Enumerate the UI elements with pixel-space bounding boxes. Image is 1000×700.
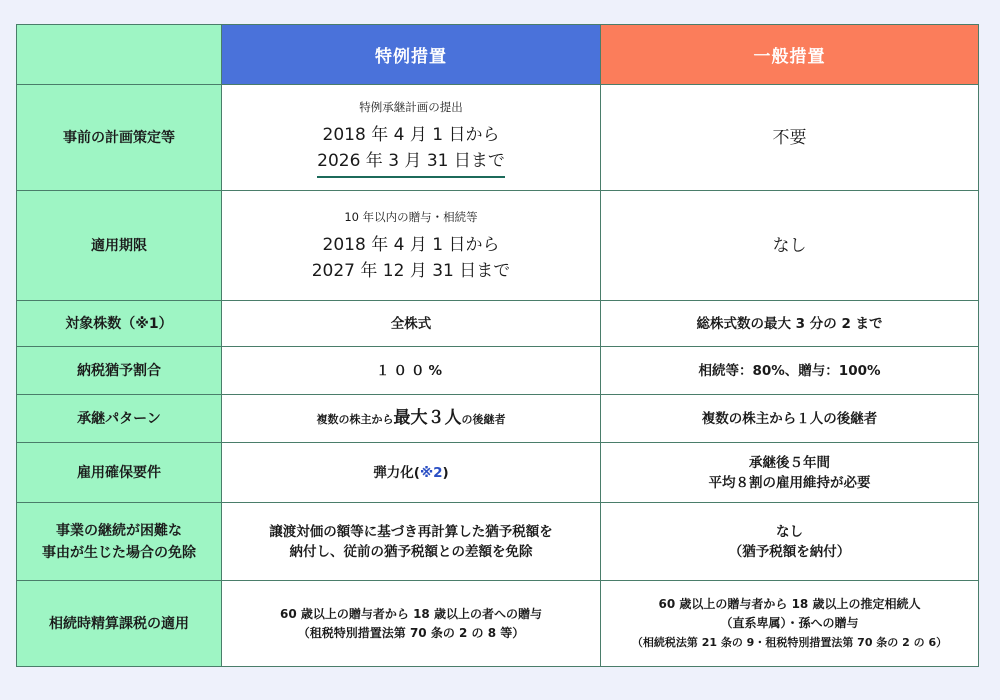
plan-special-note: 特例承継計画の提出 <box>359 99 463 114</box>
cell-shares-special: 全株式 <box>222 301 601 347</box>
cell-exemption-general <box>601 503 979 581</box>
header-general: 一般措置 <box>601 25 979 85</box>
row-label-exemption <box>17 503 222 581</box>
corner-cell <box>17 25 222 85</box>
cell-plan-special <box>222 85 601 191</box>
cell-period-general: なし <box>601 191 979 301</box>
cell-shares-general: 総株式数の最大 3 分の 2 まで <box>601 301 979 347</box>
row-label-settlement: 相続時精算課税の適用 <box>17 581 222 667</box>
row-ratio <box>17 347 979 395</box>
pattern-special-pre: 複数の株主から <box>316 412 394 426</box>
employment-special-ref: ※2 <box>419 464 443 481</box>
row-period <box>17 191 979 301</box>
employment-general-line2: 平均８割の雇用維持が必要 <box>708 474 871 491</box>
period-special-note: 10 年以内の贈与・相続等 <box>344 209 478 224</box>
exemption-general-line2: （猶予税額を納付） <box>728 543 851 560</box>
cell-pattern-general: 複数の株主から１人の後継者 <box>601 395 979 443</box>
settlement-special-line1: 60 歳以上の贈与者から 18 歳以上の者への贈与 <box>280 606 542 621</box>
cell-settlement-general <box>601 581 979 667</box>
exemption-general-line1: なし <box>776 523 803 540</box>
cell-settlement-special <box>222 581 601 667</box>
pattern-special-em: 最大３人 <box>393 407 462 428</box>
plan-special-line1: 2018 年 4 月 1 日から <box>322 124 500 145</box>
cell-employment-special <box>222 443 601 503</box>
row-settlement <box>17 581 979 667</box>
row-label-ratio: 納税猶予割合 <box>17 347 222 395</box>
cell-period-special <box>222 191 601 301</box>
exemption-label-line2: 事由が生じた場合の免除 <box>42 544 196 561</box>
cell-plan-general: 不要 <box>601 85 979 191</box>
row-label-period: 適用期限 <box>17 191 222 301</box>
row-label-shares: 対象株数（※1） <box>17 301 222 347</box>
header-row <box>17 25 979 85</box>
employment-special-post: ) <box>442 464 449 481</box>
row-employment <box>17 443 979 503</box>
cell-employment-general <box>601 443 979 503</box>
row-plan <box>17 85 979 191</box>
exemption-label-line1: 事業の継続が困難な <box>56 522 182 539</box>
header-special: 特例措置 <box>222 25 601 85</box>
row-exemption <box>17 503 979 581</box>
settlement-general-line1: 60 歳以上の贈与者から 18 歳以上の推定相続人 <box>658 597 921 611</box>
cell-ratio-special: １００% <box>222 347 601 395</box>
settlement-general-line3: （相続税法第 21 条の 9・租税特別措置法第 70 条の 2 の 6） <box>631 636 948 649</box>
plan-special-line2: 2026 年 3 月 31 日まで <box>317 148 505 178</box>
row-shares <box>17 301 979 347</box>
employment-general-line1: 承継後５年間 <box>749 454 830 471</box>
comparison-table <box>16 24 979 667</box>
period-special-line2: 2027 年 12 月 31 日まで <box>311 260 511 281</box>
settlement-special-line2: （租税特別措置法第 70 条の 2 の 8 等） <box>297 625 525 640</box>
cell-exemption-special <box>222 503 601 581</box>
settlement-general-line2: （直系卑属）・孫への贈与 <box>720 616 859 630</box>
cell-ratio-general: 相続等：80%、贈与：100% <box>601 347 979 395</box>
employment-special-pre: 弾力化( <box>373 464 420 481</box>
row-label-employment: 雇用確保要件 <box>17 443 222 503</box>
row-label-plan: 事前の計画策定等 <box>17 85 222 191</box>
pattern-special-post: の後継者 <box>461 412 506 426</box>
exemption-special-line2: 納付し、従前の猶予税額との差額を免除 <box>289 543 533 560</box>
row-label-pattern: 承継パターン <box>17 395 222 443</box>
row-pattern <box>17 395 979 443</box>
exemption-special-line1: 譲渡対価の額等に基づき再計算した猶予税額を <box>269 523 553 540</box>
cell-pattern-special <box>222 395 601 443</box>
period-special-line1: 2018 年 4 月 1 日から <box>322 234 500 255</box>
